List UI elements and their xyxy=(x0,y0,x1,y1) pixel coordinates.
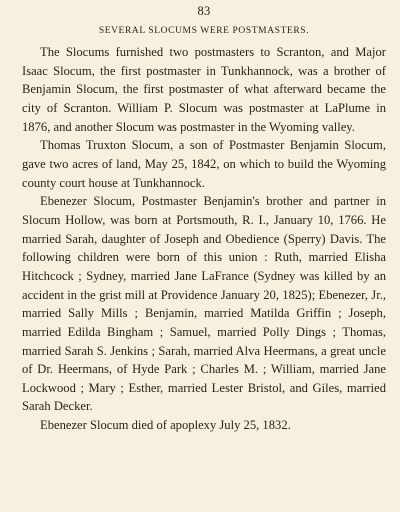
running-head: SEVERAL SLOCUMS WERE POSTMASTERS. xyxy=(98,26,310,36)
paragraph-ebenezer-death: Ebenezer Slocum died of apoplexy July 25, 1832. xyxy=(40,418,291,433)
paragraph-ebenezer-family: Ebenezer Slocum, Postmaster Benjamin's brother and partner in Slocum Hollow, was born at Portsmouth, R. I., January 10, 1766. He married Sarah, daughter of Joseph and Obedience (Sperry) Davis. The following children were born of this union : Ruth, married Elisha Hitchcock ; Sydney, married Jane LaFrance (Sydney was killed by an accident in the grist mill at Providence January 20, 1825); Ebenezer, Jr., married Sally Mills ; Benjamin, married Matilda Griffin ; Joseph, married Edilda Bingham ; Samuel, married Polly Dings ; Thomas, married Sarah S. Jenkins ; Sarah, married Alva Heermans, a great uncle of Dr. Heermans, of Hyde Park ; Charles M. ; William, married Jane Lockwood ; Mary ; Esther, married Lester Bristol, and Giles, married Sarah Decker. xyxy=(22,194,386,414)
paragraph-postmasters: The Slocums furnished two postmasters to Scranton, and Major Isaac Slocum, the first postmaster in Tunkhannock, was a brother of Benjamin Slocum, the first postmaster of what afterward became the city of Scranton. William P. Slocum was postmaster at LaPlume in 1876, and another Slocum was postmaster in the Wyoming valley. xyxy=(22,45,386,134)
page-number: 83 xyxy=(197,4,211,18)
paragraph-court-house: Thomas Truxton Slocum, a son of Postmaster Benjamin Slocum, gave two acres of land, May 25, 1842, on which to build the Wyoming county court house at Tunkhannock. xyxy=(22,138,386,190)
